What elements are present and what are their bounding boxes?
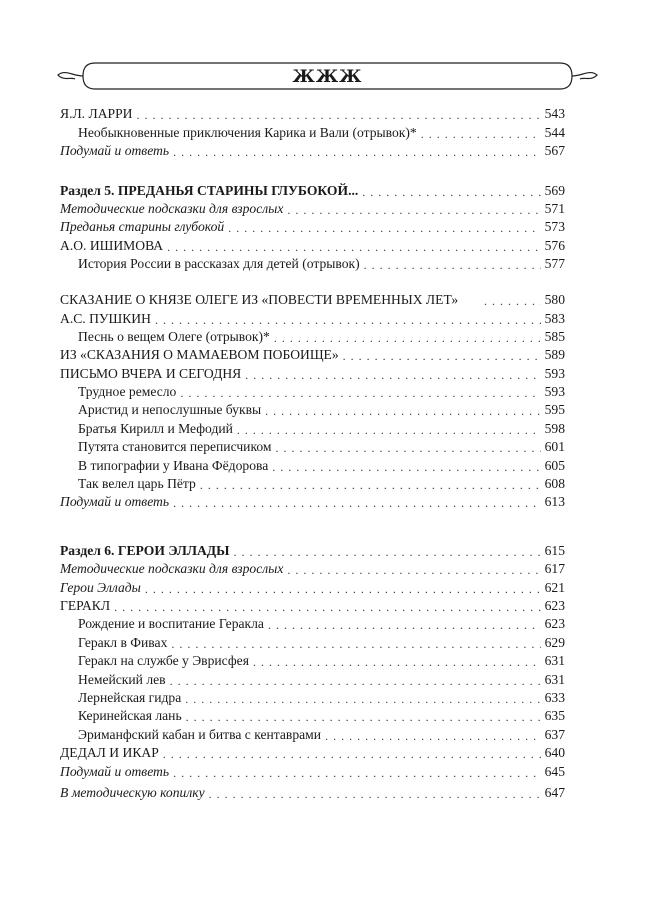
toc-page-number: 577 [544,256,565,272]
toc-leader-dots [171,637,540,651]
toc-page-number: 645 [544,763,565,779]
toc-entry[interactable] [60,614,565,632]
toc-page-number: 629 [544,634,565,650]
toc-entry-title: Керинейская лань [78,708,182,724]
toc-entry-title: Рождение и воспитание Геракла [78,616,264,632]
toc-entry-title: А.О. ИШИМОВА [60,237,164,253]
toc-entry-title: Подумай и ответь [60,143,170,159]
header-banner [55,55,600,97]
toc-page-number: 595 [544,402,565,418]
toc-entry-title: Братья Кирилл и Мефодий [78,420,233,436]
toc-entry[interactable] [60,345,565,363]
toc-leader-dots [145,582,541,596]
toc-entry-title: Путята становится переписчиком [78,439,272,455]
toc-entry[interactable] [60,254,565,272]
toc-leader-dots [233,545,540,559]
toc-entry-title: В типографии у Ивана Фёдорова [78,457,269,473]
toc-entry-title: ИЗ «СКАЗАНИЯ О МАМАЕВОМ ПОБОИЩЕ» [60,347,339,363]
toc-leader-dots [180,386,540,400]
toc-entry-title: История России в рассказах для детей (отрывок) [78,256,360,272]
toc-entry-title: Я.Л. ЛАРРИ [60,106,133,122]
toc-entry[interactable] [60,272,565,308]
toc-page-number: 613 [544,494,565,510]
toc-entry-title: Геракл на службе у Эврисфея [78,653,249,669]
toc-page-number: 640 [544,745,565,761]
toc-entry[interactable] [60,783,565,801]
toc-page-number: 598 [544,420,565,436]
toc-entry-title: Раздел 5. ПРЕДАНЬЯ СТАРИНЫ ГЛУБОКОЙ... [60,182,359,198]
toc-entry-title: Песнь о вещем Олеге (отрывок)* [78,328,270,344]
toc-leader-dots [136,108,540,122]
toc-leader-dots [362,185,540,199]
toc-entry[interactable] [60,706,565,724]
toc-entry[interactable] [60,104,565,122]
toc-leader-dots [209,787,541,801]
ornament-glyphs: ЖЖЖ [292,67,363,87]
toc-page-number: 601 [544,439,565,455]
toc-leader-dots [173,496,541,510]
toc-page-number: 583 [544,310,565,326]
toc-page-number: 593 [544,384,565,400]
toc-page-number: 615 [544,542,565,558]
toc-page-number: 631 [544,671,565,687]
toc-page-number: 573 [544,219,565,235]
toc-page-number: 571 [544,200,565,216]
toc-entry[interactable] [60,559,565,577]
toc-leader-dots [268,618,541,632]
toc-page-number: 621 [544,579,565,595]
toc-entry[interactable] [60,180,565,198]
toc-entry[interactable] [60,400,565,418]
toc-leader-dots [325,729,541,743]
toc-entry[interactable] [60,217,565,235]
toc-leader-dots [276,441,541,455]
toc-entry[interactable] [60,724,565,742]
toc-leader-dots [173,145,541,159]
toc-entry[interactable] [60,308,565,326]
toc-page-number: 608 [544,476,565,492]
toc-entry-title: Преданья старины глубокой [60,219,225,235]
toc-entry[interactable] [60,632,565,650]
toc-entry-title: В методическую копилку [60,784,205,800]
toc-entry[interactable] [60,688,565,706]
toc-leader-dots [170,674,541,688]
toc-leader-dots [163,747,541,761]
toc-entry-title: Методические подсказки для взрослых [60,200,284,216]
toc-entry[interactable] [60,761,565,779]
toc-page-number: 567 [544,143,565,159]
toc-leader-dots [186,710,541,724]
toc-page-number: 623 [544,616,565,632]
toc-entry-title: Раздел 6. ГЕРОИ ЭЛЛАДЫ [60,542,230,558]
toc-entry-title: ПИСЬМО ВЧЕРА И СЕГОДНЯ [60,365,242,381]
toc-entry[interactable] [60,418,565,436]
toc-leader-dots [200,478,541,492]
toc-entry[interactable] [60,577,565,595]
toc-leader-dots [421,127,541,141]
toc-leader-dots [155,313,541,327]
toc-entry-title: Аристид и непослушные буквы [78,402,262,418]
toc-entry[interactable] [60,474,565,492]
toc-page-number: 585 [544,328,565,344]
toc-entry-title: Геракл в Фивах [78,634,168,650]
toc-entry[interactable] [60,122,565,140]
toc-entry[interactable] [60,669,565,687]
toc-entry-title: СКАЗАНИЕ О КНЯЗЕ ОЛЕГЕ ИЗ «ПОВЕСТИ ВРЕМЕННЫХ ЛЕТ» [60,292,459,308]
toc-page-number: 569 [544,182,565,198]
toc-entry-title: Эриманфский кабан и битва с кентаврами [78,726,322,742]
toc-entry-title: Подумай и ответь [60,494,170,510]
toc-entry[interactable] [60,651,565,669]
toc-entry[interactable] [60,743,565,761]
toc-leader-dots [287,563,540,577]
toc-entry-title: Трудное ремесло [78,384,177,400]
toc-entry[interactable] [60,437,565,455]
toc-page-number: 647 [544,784,565,800]
toc-page-number: 623 [544,597,565,613]
toc-entry-title: Необыкновенные приключения Карика и Вали (отрывок)* [78,124,417,140]
toc-leader-dots [253,655,541,669]
toc-page-number: 580 [544,292,565,308]
toc-page-number: 617 [544,561,565,577]
toc-leader-dots [272,460,540,474]
toc-page-number: 593 [544,365,565,381]
toc-leader-dots [274,331,541,345]
toc-entry[interactable] [60,492,565,510]
toc-entry[interactable] [60,596,565,614]
toc-entry[interactable] [60,199,565,217]
toc-page-number: 633 [544,689,565,705]
toc-leader-dots [237,423,541,437]
toc-page-number: 543 [544,106,565,122]
toc-page-number: 589 [544,347,565,363]
toc-entry-title: Герои Эллады [60,579,141,595]
toc-entry[interactable] [60,455,565,473]
toc-leader-dots [265,404,540,418]
toc-leader-dots [114,600,541,614]
toc-leader-dots [287,203,540,217]
toc-leader-dots [173,766,541,780]
toc-entry[interactable] [60,235,565,253]
toc-entry-title: А.С. ПУШКИН [60,310,151,326]
toc-entry[interactable] [60,540,565,558]
toc-entry-title: Так велел царь Пётр [78,476,196,492]
toc-entry[interactable] [60,141,565,159]
toc-entry-title: Немейский лев [78,671,166,687]
toc-entry[interactable] [60,327,565,345]
toc-entry-title: Лернейская гидра [78,689,182,705]
toc-entry[interactable] [60,382,565,400]
table-of-contents [60,104,565,801]
toc-entry-title: ДЕДАЛ И ИКАР [60,745,159,761]
toc-leader-dots [343,349,541,363]
toc-page-number: 605 [544,457,565,473]
toc-entry-title: Подумай и ответь [60,763,170,779]
toc-entry-title: ГЕРАКЛ [60,597,111,613]
toc-leader-dots [185,692,540,706]
toc-leader-dots [364,258,541,272]
toc-page-number: 637 [544,726,565,742]
toc-leader-dots [245,368,540,382]
toc-page-number: 576 [544,237,565,253]
toc-leader-dots [228,221,540,235]
toc-entry-title: Методические подсказки для взрослых [60,561,284,577]
toc-leader-dots [167,240,541,254]
toc-page-number: 631 [544,653,565,669]
toc-page-number: 635 [544,708,565,724]
toc-leader-dots [484,294,541,308]
toc-page-number: 544 [544,124,565,140]
toc-entry[interactable] [60,363,565,381]
